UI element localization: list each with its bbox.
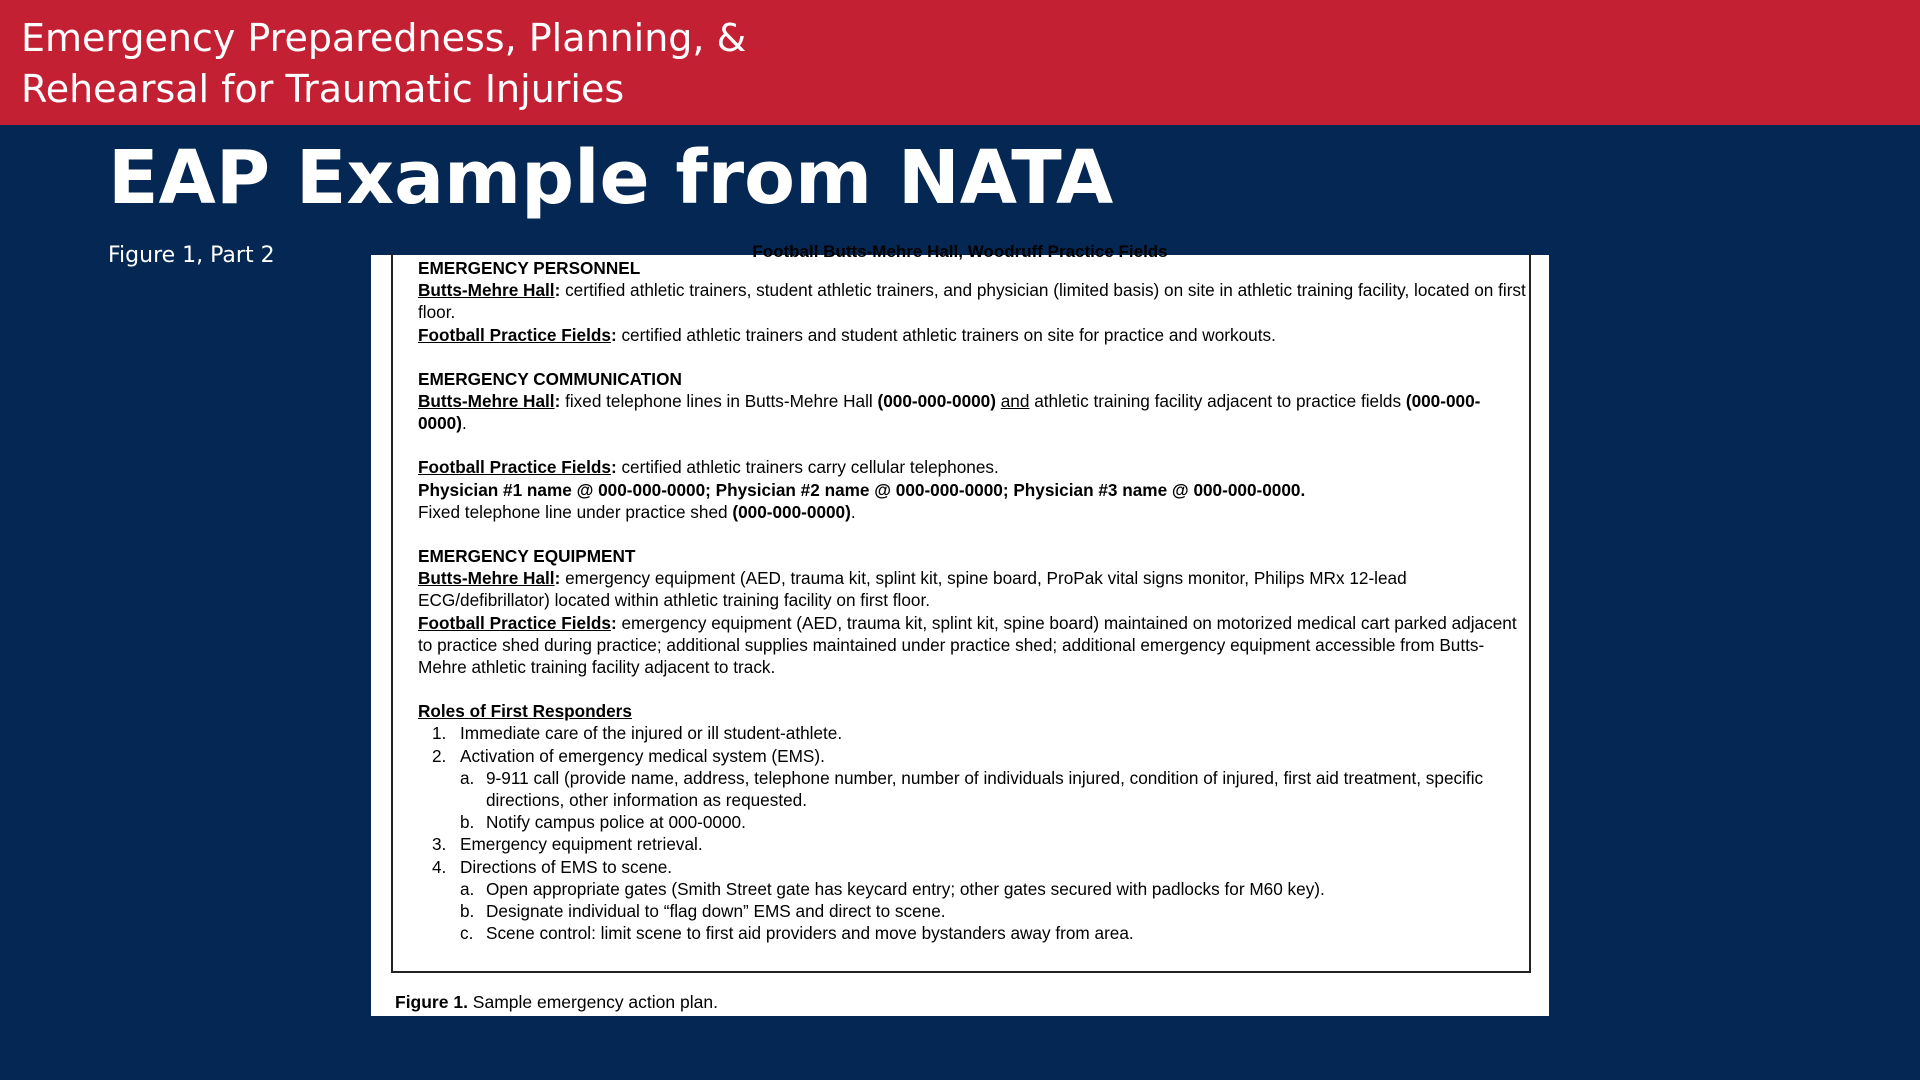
physician-contacts: Physician #1 name @ 000-000-0000; Physician #2 name @ 000-000-0000; Physician #3 name @ 000-000-0000.: [418, 479, 1306, 500]
list-item-text: Scene control: limit scene to first aid providers and move bystanders away from area.: [486, 923, 1134, 944]
list-item-text: 9-911 call (provide name, address, telephone number, number of individuals injured, condition of injured, first aid treatment, specific directions, other information as requested.: [486, 767, 1484, 811]
list-item-text: Activation of emergency medical system (EMS).: [460, 745, 825, 766]
equipment-hall-label: Butts-Mehre Hall: [418, 568, 555, 589]
list-item-text: Designate individual to “flag down” EMS and direct to scene.: [486, 901, 946, 922]
equipment-hall-text: emergency equipment (AED, trauma kit, splint kit, spine board, ProPak vital signs monitor, Philips MRx 12-lead ECG/defibrillator) located within athletic training facility on first floor.: [418, 568, 1407, 611]
equipment-fields-text: emergency equipment (AED, trauma kit, splint kit, spine board) maintained on motorized medical cart parked adjacent to practice shed during practice; additional supplies maintained under practice shed; additional emergency equipment accessible from Butts-Mehre athletic training facility adjacent to track.: [418, 612, 1517, 678]
communication-hall-paragraph: Butts-Mehre Hall: fixed telephone lines in Butts-Mehre Hall (000-000-0000) and athletic training facility adjacent to practice fields (000-000-0000).: [418, 391, 1481, 434]
eap-document-body: [418, 257, 1528, 944]
equipment-heading: EMERGENCY EQUIPMENT: [418, 546, 636, 567]
personnel-hall-label: Butts-Mehre Hall: [418, 280, 555, 301]
list-marker: b.: [460, 812, 475, 833]
communication-heading: EMERGENCY COMMUNICATION: [418, 368, 682, 389]
list-marker: 2.: [432, 745, 447, 766]
list-item: [418, 878, 1528, 900]
personnel-hall-text: certified athletic trainers, student athletic trainers, and physician (limited basis) on site in athletic training facility, located on first floor.: [418, 280, 1526, 323]
communication-hall-text-1: fixed telephone lines in Butts-Mehre Hall: [560, 391, 878, 412]
list-item: [418, 811, 1528, 833]
communication-fields-paragraph: Football Practice Fields: certified athletic trainers carry cellular telephones.: [418, 457, 999, 478]
list-item: [418, 833, 1528, 855]
list-marker: a.: [460, 878, 475, 899]
communication-hall-label: Butts-Mehre Hall: [418, 391, 555, 412]
figure-image: [371, 242, 1549, 1016]
cut-off-heading: Football Butts-Mehre Hall, Woodruff Practice Fields: [752, 242, 1168, 261]
list-item: [418, 922, 1528, 944]
communication-hall-phone-1: (000-000-0000): [877, 391, 996, 412]
equipment-fields-paragraph: Football Practice Fields: emergency equipment (AED, trauma kit, splint kit, spine board) maintained on motorized medical cart parked adjacent to practice shed during practice; additional supplies maintained under practice shed; additional emergency equipment accessible from Butts-Mehre athletic training facility adjacent to track.: [418, 612, 1517, 678]
list-marker: a.: [460, 767, 475, 788]
list-item-text: Open appropriate gates (Smith Street gate has keycard entry; other gates secured with padlocks for M60 key).: [486, 878, 1325, 899]
list-item: [418, 745, 1528, 767]
list-marker: 3.: [432, 834, 447, 855]
list-item: [418, 856, 1528, 878]
communication-fields-text: certified athletic trainers carry cellular telephones.: [616, 457, 999, 478]
communication-fields-label: Football Practice Fields: [418, 457, 611, 478]
list-item-text: Emergency equipment retrieval.: [460, 834, 703, 855]
list-item-text: Notify campus police at 000-0000.: [486, 812, 746, 833]
list-marker: c.: [460, 923, 474, 944]
personnel-heading: EMERGENCY PERSONNEL: [418, 258, 641, 278]
equipment-fields-label: Football Practice Fields: [418, 612, 611, 633]
personnel-fields-text: certified athletic trainers and student athletic trainers on site for practice and workouts.: [616, 324, 1276, 345]
list-marker: 4.: [432, 856, 447, 877]
figure-caption-label: Figure 1.: [395, 992, 468, 1012]
header-banner: [0, 0, 1920, 125]
presentation-title-line-1: Emergency Preparedness, Planning, &: [21, 16, 747, 60]
list-item: [418, 900, 1528, 922]
presentation-title-line-2: Rehearsal for Traumatic Injuries: [21, 67, 625, 111]
list-item-text: Immediate care of the injured or ill student-athlete.: [460, 723, 843, 744]
personnel-hall-paragraph: Butts-Mehre Hall: certified athletic trainers, student athletic trainers, and physician (limited basis) on site in athletic training facility, located on first floor.: [418, 280, 1526, 323]
list-item: [418, 722, 1528, 744]
roles-heading: Roles of First Responders: [418, 701, 632, 722]
communication-hall-text-2: athletic training facility adjacent to practice fields: [1029, 391, 1406, 412]
list-marker: 1.: [432, 723, 447, 744]
figure-caption: [395, 991, 718, 1013]
shed-phone-number: (000-000-0000): [732, 501, 851, 522]
list-marker: b.: [460, 901, 475, 922]
presentation-title: [21, 13, 746, 115]
personnel-fields-label: Football Practice Fields: [418, 324, 611, 345]
list-item-text: Directions of EMS to scene.: [460, 856, 673, 877]
figure-caption-text: Sample emergency action plan.: [467, 992, 718, 1012]
shed-phone-paragraph: Fixed telephone line under practice shed (000-000-0000).: [418, 501, 856, 522]
shed-phone-text: Fixed telephone line under practice shed: [418, 501, 733, 522]
list-item: [418, 767, 1528, 811]
communication-hall-phone-2: (000-000-0000): [418, 391, 1481, 434]
slide-title: EAP Example from NATA: [108, 135, 1114, 221]
equipment-hall-paragraph: Butts-Mehre Hall: emergency equipment (AED, trauma kit, splint kit, spine board, ProPak vital signs monitor, Philips MRx 12-lead ECG/defibrillator) located within athletic training facility on first floor.: [418, 568, 1407, 611]
communication-hall-and: and: [1000, 391, 1030, 412]
personnel-fields-paragraph: Football Practice Fields: certified athletic trainers and student athletic trainers on site for practice and workouts.: [418, 324, 1276, 345]
slide-subtitle: Figure 1, Part 2: [108, 243, 275, 268]
